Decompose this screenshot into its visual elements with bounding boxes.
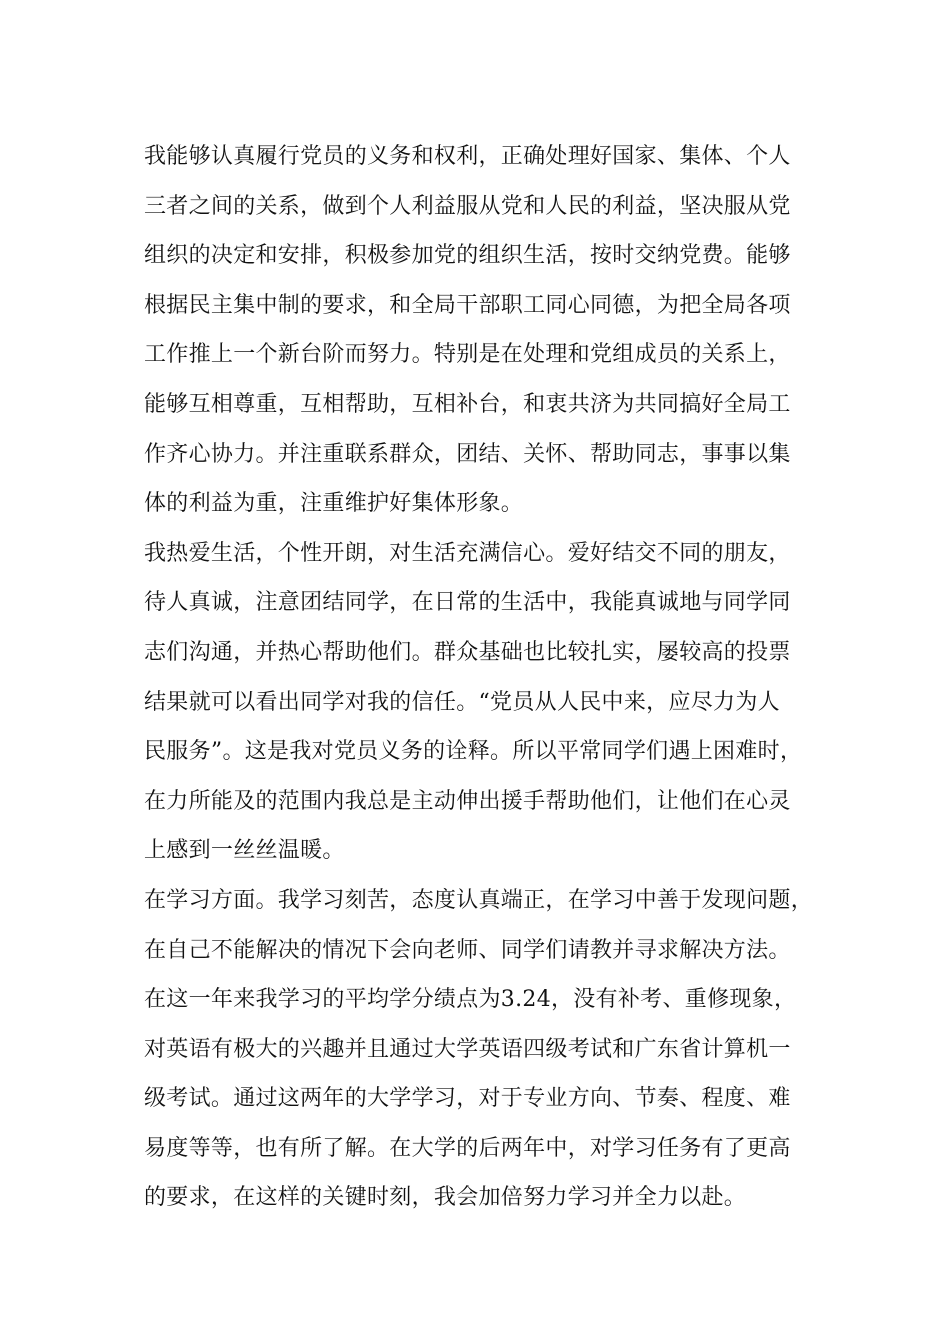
text-line: 作齐心协力。并注重联系群众，团结、关怀、帮助同志，事事以集: [144, 441, 791, 467]
text-line: 体的利益为重，注重维护好集体形象。: [144, 491, 524, 517]
text-line: 在自己不能解决的情况下会向老师、同学们请教并寻求解决方法。: [144, 937, 791, 963]
text-line: 级考试。通过这两年的大学学习，对于专业方向、节奏、程度、难: [144, 1086, 791, 1112]
text-line: 待人真诚，注意团结同学，在日常的生活中，我能真诚地与同学同: [144, 590, 791, 616]
text-line: 工作推上一个新台阶而努力。特别是在处理和党组成员的关系上，: [144, 342, 791, 368]
text-line: 能够互相尊重，互相帮助，互相补台，和衷共济为共同搞好全局工: [144, 391, 791, 417]
text-line: 三者之间的关系，做到个人利益服从党和人民的利益，坚决服从党: [144, 193, 791, 219]
text-line: 易度等等，也有所了解。在大学的后两年中，对学习任务有了更高: [144, 1135, 791, 1161]
text-line: 我热爱生活，个性开朗，对生活充满信心。爱好结交不同的朋友，: [144, 540, 791, 566]
document-body: [144, 132, 844, 1223]
text-line: 结果就可以看出同学对我的信任。“党员从人民中来，应尽力为人: [144, 689, 780, 715]
text-line: 在力所能及的范围内我总是主动伸出援手帮助他们，让他们在心灵: [144, 788, 791, 814]
text-line: 的要求，在这样的关键时刻，我会加倍努力学习并全力以赴。: [144, 1185, 747, 1211]
text-line: 在学习方面。我学习刻苦，态度认真端正，在学习中善于发现问题，: [144, 887, 814, 913]
text-line: 对英语有极大的兴趣并且通过大学英语四级考试和广东省计算机一: [144, 1036, 791, 1062]
paragraph-life: [144, 529, 844, 876]
paragraph-study: [144, 876, 844, 1223]
text-line: 志们沟通，并热心帮助他们。群众基础也比较扎实，屡较高的投票: [144, 639, 791, 665]
text-line: 民服务”。这是我对党员义务的诠释。所以平常同学们遇上困难时，: [144, 739, 803, 765]
text-line: 在这一年来我学习的平均学分绩点为3.24，没有补考、重修现象，: [144, 987, 797, 1013]
text-line: 我能够认真履行党员的义务和权利，正确处理好国家、集体、个人: [144, 144, 791, 169]
text-line: 根据民主集中制的要求，和全局干部职工同心同德，为把全局各项: [144, 292, 791, 318]
text-line: 上感到一丝丝温暖。: [144, 838, 345, 864]
text-line: 组织的决定和安排，积极参加党的组织生活，按时交纳党费。能够: [144, 243, 791, 269]
paragraph-party-duties: [144, 132, 844, 529]
